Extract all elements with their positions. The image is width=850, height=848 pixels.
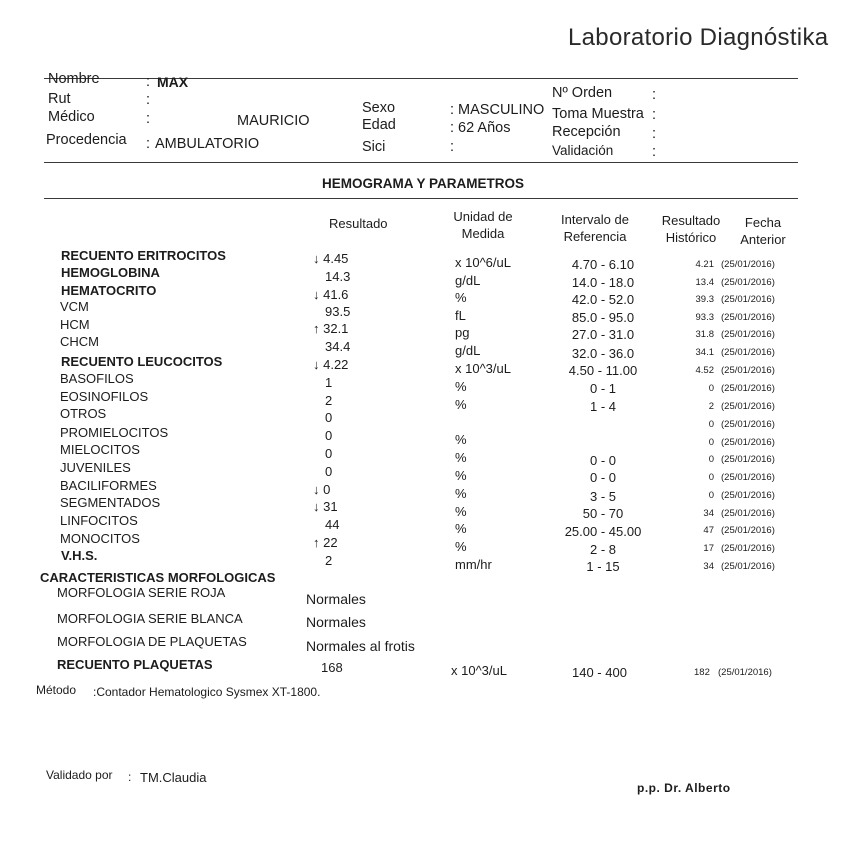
section-title: HEMOGRAMA Y PARAMETROS xyxy=(322,176,525,191)
row-date: (25/01/2016) xyxy=(721,259,775,270)
procedencia-sep: : xyxy=(146,136,151,152)
plaquetas-date: (25/01/2016) xyxy=(718,667,772,678)
row-historic: 0 xyxy=(708,437,714,448)
row-date: (25/01/2016) xyxy=(721,525,775,536)
row-unit: mm/hr xyxy=(455,557,492,572)
col-fecha xyxy=(731,215,795,249)
edad-value: : 62 Años xyxy=(450,120,511,136)
morph-plaq-label: MORFOLOGIA DE PLAQUETAS xyxy=(57,634,247,649)
row-date: (25/01/2016) xyxy=(721,329,775,340)
row-unit: fL xyxy=(455,308,466,323)
col-historico-line2: Histórico xyxy=(665,229,717,245)
row-date: (25/01/2016) xyxy=(721,472,775,483)
row-result: 0 xyxy=(325,446,333,461)
row-historic: 0 xyxy=(708,419,714,430)
row-reference: 1 - 4 xyxy=(589,399,616,414)
row-unit: % xyxy=(455,397,467,412)
row-name: SEGMENTADOS xyxy=(60,495,161,510)
row-unit: g/dL xyxy=(455,343,481,358)
row-name: MIELOCITOS xyxy=(60,442,140,457)
row-reference: 0 - 1 xyxy=(589,381,616,396)
row-date: (25/01/2016) xyxy=(721,365,775,376)
signature: p.p. Dr. Alberto xyxy=(637,781,731,795)
orden-label: Nº Orden xyxy=(552,85,613,101)
col-historico-line1: Resultado xyxy=(661,213,721,228)
row-unit: pg xyxy=(455,325,470,340)
rut-sep: : xyxy=(146,92,151,108)
plaquetas-unit: x 10^3/uL xyxy=(451,663,507,678)
row-name: PROMIELOCITOS xyxy=(60,425,169,440)
procedencia-label: Procedencia xyxy=(46,132,127,148)
row-unit: % xyxy=(455,504,467,519)
col-fecha-line1: Fecha xyxy=(744,215,782,230)
nombre-label: Nombre xyxy=(48,71,100,87)
row-historic: 0 xyxy=(708,454,714,465)
row-reference: 0 - 0 xyxy=(589,453,616,468)
row-reference: 32.0 - 36.0 xyxy=(571,346,635,361)
row-reference: 85.0 - 95.0 xyxy=(571,310,635,325)
row-result: 0 xyxy=(325,428,333,443)
recepcion-label: Recepción xyxy=(552,124,621,140)
row-historic: 34 xyxy=(703,508,714,519)
row-historic: 0 xyxy=(708,472,714,483)
row-historic: 34 xyxy=(703,561,714,572)
row-date: (25/01/2016) xyxy=(721,419,775,430)
row-name: V.H.S. xyxy=(61,548,98,563)
row-name: CHCM xyxy=(60,334,99,349)
row-result: ↓ 31 xyxy=(313,499,338,514)
row-name: BASOFILOS xyxy=(60,371,134,386)
nombre-sep: : xyxy=(146,74,151,90)
row-date: (25/01/2016) xyxy=(721,347,775,358)
row-name: HEMATOCRITO xyxy=(61,283,157,298)
row-name: MONOCITOS xyxy=(60,531,140,546)
row-unit: % xyxy=(455,450,467,465)
row-result: 34.4 xyxy=(325,339,351,354)
row-reference: 14.0 - 18.0 xyxy=(571,275,635,290)
row-historic: 17 xyxy=(703,543,714,554)
row-unit: % xyxy=(455,379,467,394)
sici-sep: : xyxy=(450,139,455,155)
row-unit: % xyxy=(455,521,467,536)
row-historic: 4.21 xyxy=(695,259,714,270)
row-name: HEMOGLOBINA xyxy=(61,265,160,280)
row-unit: x 10^6/uL xyxy=(455,255,511,270)
row-name: RECUENTO ERITROCITOS xyxy=(61,248,226,263)
row-reference: 50 - 70 xyxy=(582,506,624,521)
row-unit: % xyxy=(455,432,467,447)
col-unidad-line2: Medida xyxy=(461,225,505,241)
col-unidad-line1: Unidad de xyxy=(453,209,513,224)
validado-label: Validado por xyxy=(46,768,113,782)
row-unit: x 10^3/uL xyxy=(455,361,511,376)
row-result: 2 xyxy=(325,393,333,408)
validacion-sep: : xyxy=(652,144,657,160)
morph-plaq-value: Normales al frotis xyxy=(306,638,415,654)
row-reference: 27.0 - 31.0 xyxy=(571,327,635,342)
row-date: (25/01/2016) xyxy=(721,401,775,412)
medico-value: MAURICIO xyxy=(237,113,310,129)
row-unit: % xyxy=(455,290,467,305)
plaquetas-hist: 182 xyxy=(694,667,710,678)
row-date: (25/01/2016) xyxy=(721,437,775,448)
morph-title: CARACTERISTICAS MORFOLOGICAS xyxy=(40,570,276,585)
row-historic: 0 xyxy=(708,490,714,501)
col-fecha-line2: Anterior xyxy=(740,231,786,247)
row-result: ↑ 22 xyxy=(313,535,338,550)
row-date: (25/01/2016) xyxy=(721,508,775,519)
row-result: ↓ 0 xyxy=(313,482,331,497)
row-date: (25/01/2016) xyxy=(721,543,775,554)
sexo-label: Sexo xyxy=(362,100,396,116)
orden-sep: : xyxy=(652,87,657,103)
recepcion-sep: : xyxy=(652,126,657,142)
row-reference: 4.50 - 11.00 xyxy=(568,363,638,378)
row-historic: 47 xyxy=(703,525,714,536)
morph-roja-label: MORFOLOGIA SERIE ROJA xyxy=(57,585,226,600)
row-historic: 39.3 xyxy=(695,294,714,305)
row-reference: 0 - 0 xyxy=(589,470,616,485)
col-historico xyxy=(654,213,728,247)
row-historic: 93.3 xyxy=(695,312,714,323)
nombre-value: MAX xyxy=(157,74,189,90)
row-historic: 4.52 xyxy=(695,365,714,376)
sici-label: Sici xyxy=(362,139,386,155)
row-historic: 13.4 xyxy=(695,277,714,288)
row-reference: 25.00 - 45.00 xyxy=(564,524,642,539)
procedencia-value: AMBULATORIO xyxy=(155,136,260,152)
row-name: HCM xyxy=(60,317,90,332)
row-result: ↑ 32.1 xyxy=(313,321,349,336)
rut-label: Rut xyxy=(48,91,71,107)
row-result: 1 xyxy=(325,375,333,390)
row-date: (25/01/2016) xyxy=(721,561,775,572)
row-name: VCM xyxy=(60,299,89,314)
row-result: ↓ 4.45 xyxy=(313,251,349,266)
row-name: EOSINOFILOS xyxy=(60,389,149,404)
row-date: (25/01/2016) xyxy=(721,277,775,288)
header-bottom-rule xyxy=(44,162,798,163)
row-name: JUVENILES xyxy=(60,460,131,475)
row-reference: 4.70 - 6.10 xyxy=(571,257,635,272)
plaquetas-ref: 140 - 400 xyxy=(572,665,627,680)
toma-muestra-sep: : xyxy=(652,107,657,123)
medico-sep: : xyxy=(146,111,151,127)
col-intervalo-line1: Intervalo de xyxy=(561,212,629,227)
row-result: ↓ 41.6 xyxy=(313,287,349,302)
col-unidad xyxy=(443,209,523,243)
row-reference: 42.0 - 52.0 xyxy=(571,292,635,307)
validacion-label: Validación xyxy=(552,143,614,158)
row-historic: 34.1 xyxy=(695,347,714,358)
lab-name: Laboratorio Diagnóstika xyxy=(568,24,829,51)
plaquetas-result: 168 xyxy=(321,660,343,675)
row-reference: 1 - 15 xyxy=(586,559,620,574)
row-result: 44 xyxy=(325,517,340,532)
row-result: 2 xyxy=(325,553,333,568)
section-rule xyxy=(44,198,798,199)
col-intervalo-line2: Referencia xyxy=(563,228,627,244)
row-date: (25/01/2016) xyxy=(721,312,775,323)
morph-blanca-label: MORFOLOGIA SERIE BLANCA xyxy=(57,611,243,626)
row-reference: 2 - 8 xyxy=(589,542,616,557)
row-result: 0 xyxy=(325,464,333,479)
row-result: ↓ 4.22 xyxy=(313,357,349,372)
row-date: (25/01/2016) xyxy=(721,490,775,501)
row-result: 93.5 xyxy=(325,304,351,319)
validado-sep: : xyxy=(128,770,132,784)
row-historic: 31.8 xyxy=(695,329,714,340)
row-name: BACILIFORMES xyxy=(60,478,157,493)
morph-roja-value: Normales xyxy=(306,591,366,607)
row-name: OTROS xyxy=(60,406,107,421)
metodo-value: :Contador Hematologico Sysmex XT-1800. xyxy=(93,685,321,699)
edad-label: Edad xyxy=(362,117,396,133)
row-unit: % xyxy=(455,486,467,501)
row-reference: 3 - 5 xyxy=(589,489,616,504)
validado-value: TM.Claudia xyxy=(140,770,207,785)
medico-label: Médico xyxy=(48,109,95,125)
row-date: (25/01/2016) xyxy=(721,294,775,305)
row-unit: g/dL xyxy=(455,273,481,288)
row-result: 14.3 xyxy=(325,269,351,284)
row-date: (25/01/2016) xyxy=(721,454,775,465)
row-result: 0 xyxy=(325,410,333,425)
row-name: LINFOCITOS xyxy=(60,513,138,528)
row-unit: % xyxy=(455,468,467,483)
morph-blanca-value: Normales xyxy=(306,614,366,630)
sexo-value: : MASCULINO xyxy=(450,102,545,118)
col-resultado: Resultado xyxy=(329,216,388,231)
row-unit: % xyxy=(455,539,467,554)
row-date: (25/01/2016) xyxy=(721,383,775,394)
col-intervalo xyxy=(555,212,635,246)
row-historic: 0 xyxy=(708,383,714,394)
metodo-label: Método xyxy=(36,683,77,697)
row-historic: 2 xyxy=(708,401,714,412)
row-name: RECUENTO LEUCOCITOS xyxy=(61,354,223,369)
plaquetas-name: RECUENTO PLAQUETAS xyxy=(57,657,213,672)
toma-muestra-label: Toma Muestra xyxy=(552,106,644,122)
